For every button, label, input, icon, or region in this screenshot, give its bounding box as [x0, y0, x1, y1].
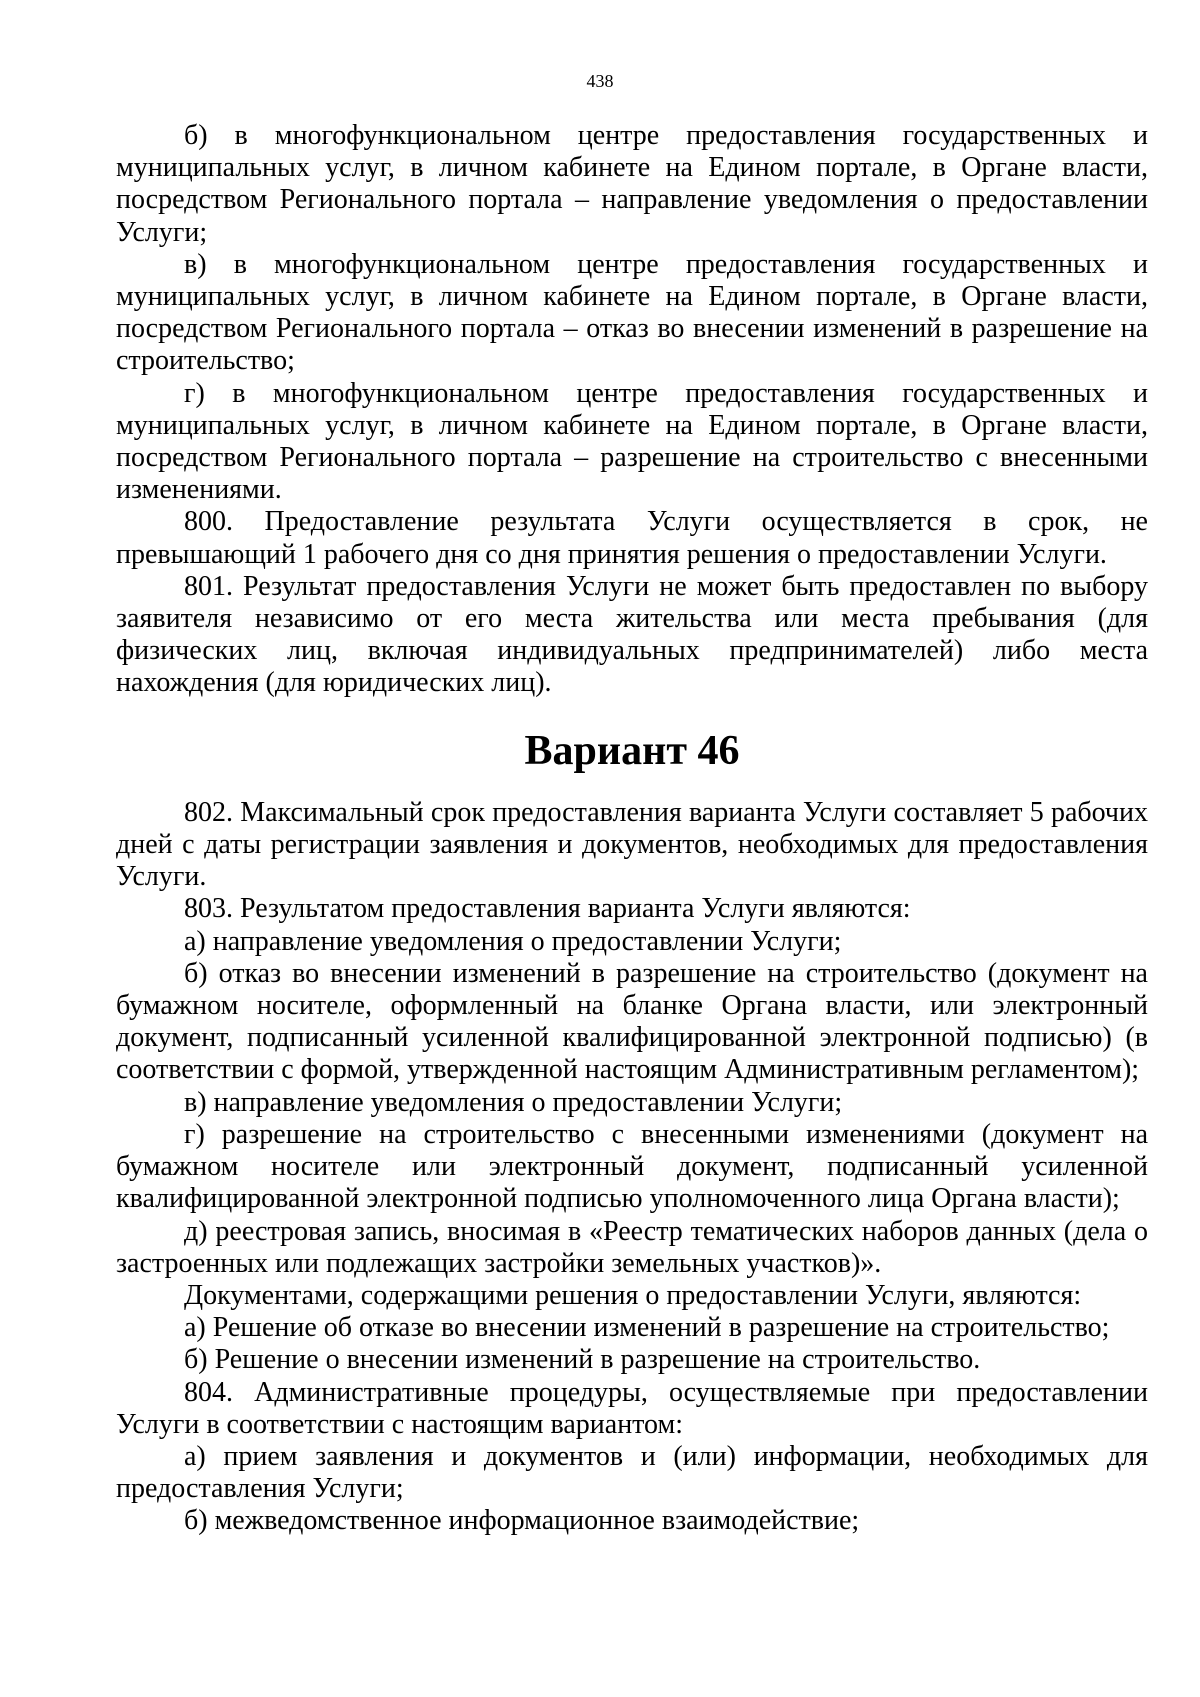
paragraph-803: 803. Результатом предоставления варианта Услуги являются:	[184, 893, 911, 925]
list-item-804-b: б) межведомственное информационное взаимодействие;	[184, 1505, 860, 1537]
documents-intro: Документами, содержащими решения о предоставлении Услуги, являются:	[184, 1279, 1082, 1311]
list-item-803-a: а) направление уведомления о предоставлении Услуги;	[184, 925, 842, 957]
list-item-803-v: в) направление уведомления о предоставлении Услуги;	[184, 1086, 843, 1118]
paragraph-804: 804. Административные процедуры, осуществляемые при предоставлении Услуги в соответствии с настоящим вариантом:	[116, 1376, 1148, 1440]
list-item-803-b: б) отказ во внесении изменений в разрешение на строительство (документ на бумажном носителе, оформленный на бланке Органа власти, или электронный документ, подписанный усиленной квалифицированной электронной подписью) (в соответствии с формой, утвержденной настоящим Административным регламентом);	[116, 957, 1148, 1086]
page-number: 438	[586, 71, 614, 91]
list-item-804-a: а) прием заявления и документов и (или) информации, необходимых для предоставления Услуги;	[116, 1440, 1148, 1505]
list-item-803-g: г) разрешение на строительство с внесенными изменениями (документ на бумажном носителе или электронный документ, подписанный усиленной квалифицированной электронной подписью уполномоченного лица Органа власти);	[116, 1118, 1148, 1215]
paragraph-item-b: б) в многофункциональном центре предоставления государственных и муниципальных услуг, в личном кабинете на Едином портале, в Органе власти, посредством Регионального портала – направление уведомления о предоставлении Услуги;	[116, 120, 1148, 248]
paragraph-801: 801. Результат предоставления Услуги не может быть предоставлен по выбору заявителя независимо от его места жительства или места пребывания (для физических лиц, включая индивидуальных предпринимателей) либо места нахождения (для юридических лиц).	[116, 570, 1148, 699]
section-heading: Вариант 46	[524, 727, 740, 774]
list-item-803-d: д) реестровая запись, вносимая в «Реестр тематических наборов данных (дела о застроенных или подлежащих застройки земельных участков)».	[116, 1215, 1148, 1279]
paragraph-802: 802. Максимальный срок предоставления варианта Услуги составляет 5 рабочих дней с даты регистрации заявления и документов, необходимых для предоставления Услуги.	[116, 796, 1148, 893]
paragraph-item-g: г) в многофункциональном центре предоставления государственных и муниципальных услуг, в личном кабинете на Едином портале, в Органе власти, посредством Регионального портала – разрешение на строительство с внесенными изменениями.	[116, 377, 1148, 506]
document-body	[116, 120, 1148, 1538]
paragraph-item-v: в) в многофункциональном центре предоставления государственных и муниципальных услуг, в личном кабинете на Едином портале, в Органе власти, посредством Регионального портала – отказ во внесении изменений в разрешение на строительство;	[116, 248, 1148, 377]
paragraph-800: 800. Предоставление результата Услуги осуществляется в срок, не превышающий 1 рабочего дня со дня принятия решения о предоставлении Услуги.	[116, 506, 1148, 570]
document-item-b: б) Решение о внесении изменений в разрешение на строительство.	[184, 1344, 981, 1376]
document-item-a: а) Решение об отказе во внесении изменений в разрешение на строительство;	[184, 1312, 1110, 1344]
